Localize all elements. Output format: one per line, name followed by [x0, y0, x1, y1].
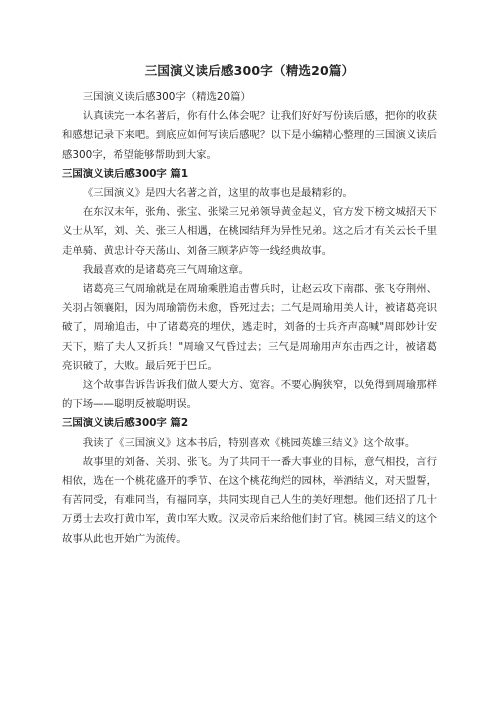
section-paragraph: 我最喜欢的是诸葛亮三气周瑜这章。 [82, 263, 250, 276]
document-title: 三国演义读后感300字（精选20篇） [144, 63, 355, 78]
intro-subtitle: 三国演义读后感300字（精选20篇） [82, 91, 251, 103]
section-paragraph: 诸葛亮三气周瑜就是在周瑜乘胜追击曹兵时，让赵云攻下南郡、张飞夺荆州、关羽占领襄阳，因为周瑜箭伤未愈，昏死过去；二气是周瑜用美人计，被诸葛亮识破了，周瑜追击，中了诸葛亮的埋伏，逃走时，刘备的士兵齐声高喊"周郎妙计安天下，赔了夫人又折兵！"周瑜又气昏过去；三气是周瑜用声东击西之计，被诸葛亮识破了，大败。最后死于巴丘。 [62, 283, 437, 372]
section-1 [62, 165, 437, 415]
document-page [62, 62, 437, 549]
section-paragraph: 我读了《三国演义》这本书后，特别喜欢《桃园英雄三结义》这个故事。 [82, 436, 416, 449]
section-paragraph: 这个故事告诉告诉我们做人要大方、宽容。不要心胸狭窄，以免得到周瑜那样的下场——聪明反被聪明误。 [62, 379, 437, 411]
section-heading: 三国演义读后感300字 篇2 [62, 417, 189, 430]
section-paragraph: 《三国演义》是四大名著之首，这里的故事也是最精彩的。 [82, 187, 353, 200]
section-heading: 三国演义读后感300字 篇1 [62, 167, 189, 180]
section-paragraph: 故事里的刘备、关羽、张飞。为了共同干一番大事业的目标，意气相投，言行相依，选在一个桃花盛开的季节、在这个桃花绚烂的园林，举酒结义，对天盟誓，有苦同受，有难同当，有福同享，共同实现自己人生的美好理想。他们还招了几十万勇士去攻打黄巾军，黄巾军大败。汉灵帝后来给他们封了官。桃园三结义的这个故事从此也开始广为流传。 [62, 455, 437, 545]
section-paragraph: 在东汉末年，张角、张宝、张梁三兄弟领导黄金起义，官方发下榜文城招天下义士从军，刘、关、张三人相遇，在桃园结拜为异性兄弟。这之后才有关云长千里走单骑、黄忠计夺天荡山、刘备三顾茅庐等一线经典故事。 [62, 206, 437, 257]
intro-paragraph: 认真读完一本名著后，你有什么体会呢？让我们好好写份读后感，把你的收获和感想记录下来吧。到底应如何写读后感呢？以下是小编精心整理的三国演义读后感300字，希望能够帮助到大家。 [62, 110, 437, 161]
section-2 [62, 414, 437, 548]
